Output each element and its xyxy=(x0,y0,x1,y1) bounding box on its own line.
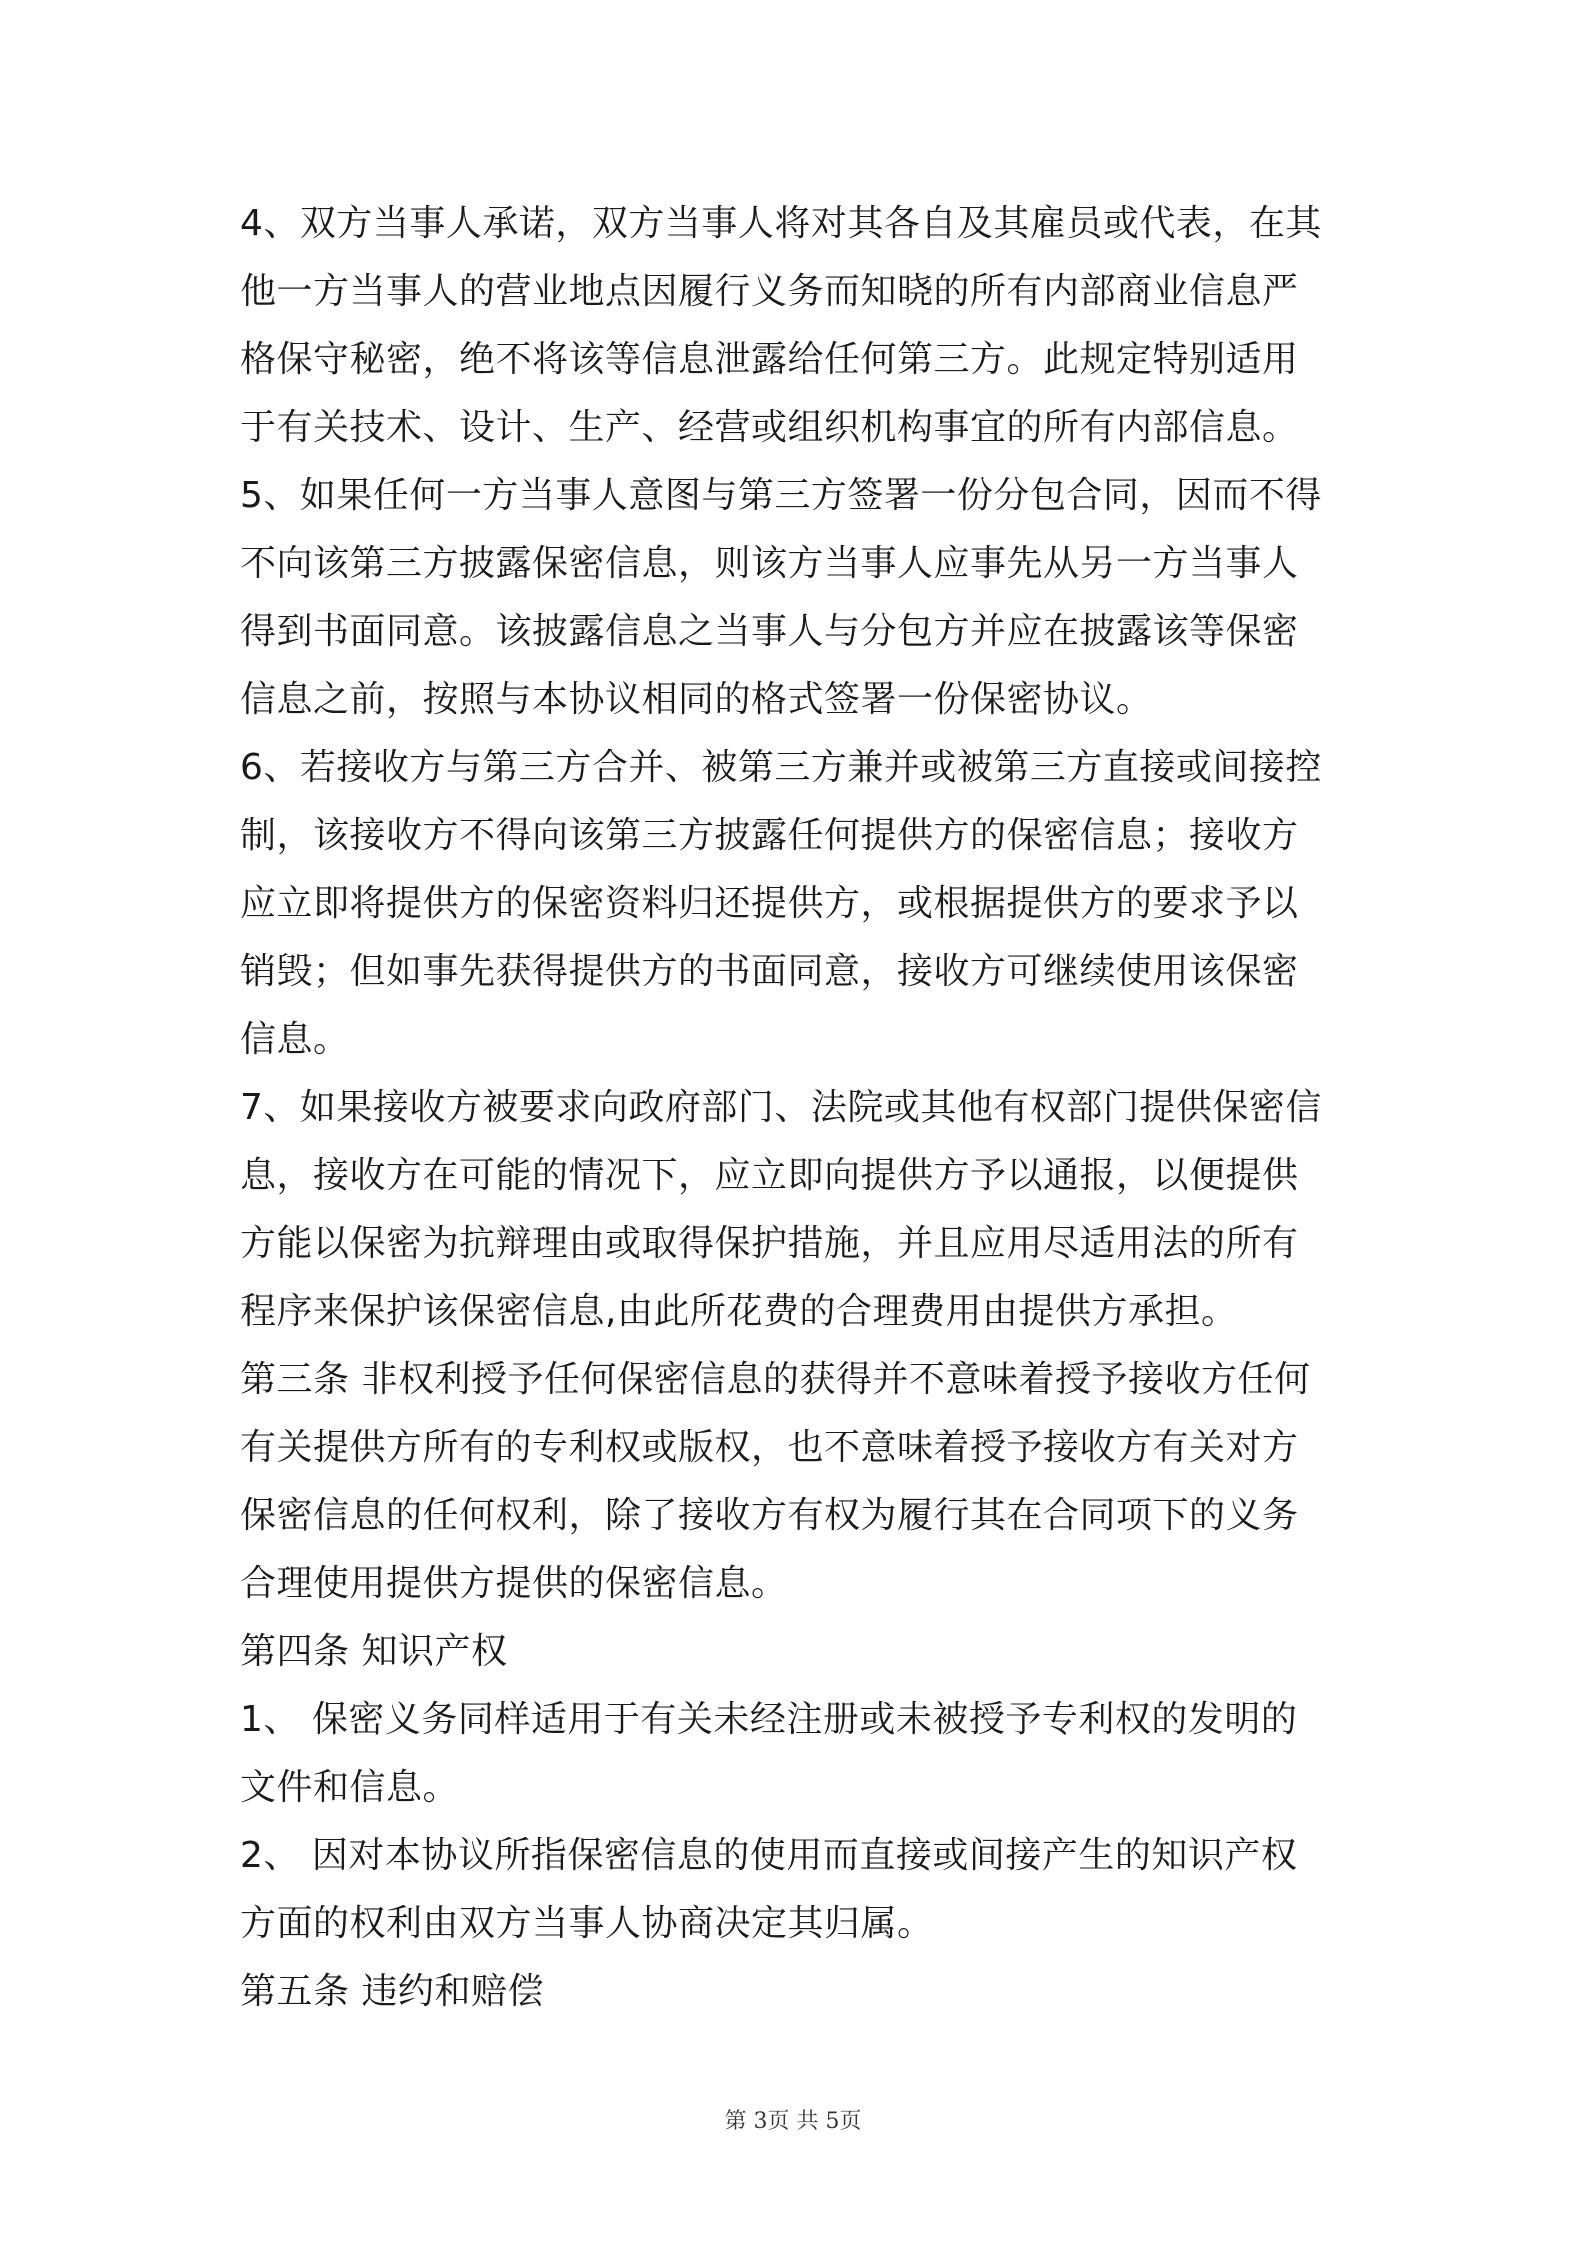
text-line: 合理使用提供方提供的保密信息。 xyxy=(240,1563,788,1604)
section-heading: 第四条 知识产权 xyxy=(240,1631,508,1672)
text-line: 第三条 非权利授予任何保密信息的获得并不意味着授予接收方任何 xyxy=(240,1359,1311,1400)
text-line: 销毁；但如事先获得提供方的书面同意，接收方可继续使用该保密 xyxy=(240,951,1299,992)
text-line: 不向该第三方披露保密信息，则该方当事人应事先从另一方当事人 xyxy=(240,543,1299,584)
text-line: 保密信息的任何权利，除了接收方有权为履行其在合同项下的义务 xyxy=(240,1495,1299,1536)
text-line: 方面的权利由双方当事人协商决定其归属。 xyxy=(240,1903,934,1944)
text-line: 4、双方当事人承诺，双方当事人将对其各自及其雇员或代表，在其 xyxy=(240,203,1322,244)
text-line: 他一方当事人的营业地点因履行义务而知晓的所有内部商业信息严 xyxy=(240,271,1299,312)
text-line: 息，接收方在可能的情况下，应立即向提供方予以通报，以便提供 xyxy=(240,1155,1299,1196)
text-line: 方能以保密为抗辩理由或取得保护措施，并且应用尽适用法的所有 xyxy=(240,1223,1299,1264)
text-line: 5、如果任何一方当事人意图与第三方签署一份分包合同，因而不得 xyxy=(240,475,1322,516)
text-line: 有关提供方所有的专利权或版权，也不意味着授予接收方有关对方 xyxy=(240,1427,1299,1468)
text-line: 7、如果接收方被要求向政府部门、法院或其他有权部门提供保密信 xyxy=(240,1087,1322,1128)
body-text xyxy=(240,190,1360,2026)
text-line: 制，该接收方不得向该第三方披露任何提供方的保密信息；接收方 xyxy=(240,815,1299,856)
text-line: 文件和信息。 xyxy=(240,1767,460,1808)
text-line: 信息。 xyxy=(240,1019,350,1060)
text-line: 信息之前，按照与本协议相同的格式签署一份保密协议。 xyxy=(240,679,1153,720)
text-line: 2、 因对本协议所指保密信息的使用而直接或间接产生的知识产权 xyxy=(240,1835,1298,1876)
text-line: 1、 保密义务同样适用于有关未经注册或未被授予专利权的发明的 xyxy=(240,1699,1298,1740)
page-number-footer: 第 3页 共 5页 xyxy=(724,2109,862,2134)
text-line: 程序来保护该保密信息,由此所花费的合理费用由提供方承担。 xyxy=(240,1291,1238,1332)
text-line: 6、若接收方与第三方合并、被第三方兼并或被第三方直接或间接控 xyxy=(240,747,1322,788)
text-line: 格保守秘密，绝不将该等信息泄露给任何第三方。此规定特别适用 xyxy=(240,339,1299,380)
text-line: 得到书面同意。该披露信息之当事人与分包方并应在披露该等保密 xyxy=(240,611,1299,652)
section-heading: 第五条 违约和赔偿 xyxy=(240,1971,544,2012)
text-line: 于有关技术、设计、生产、经营或组织机构事宜的所有内部信息。 xyxy=(240,407,1299,448)
text-line: 应立即将提供方的保密资料归还提供方，或根据提供方的要求予以 xyxy=(240,883,1299,924)
